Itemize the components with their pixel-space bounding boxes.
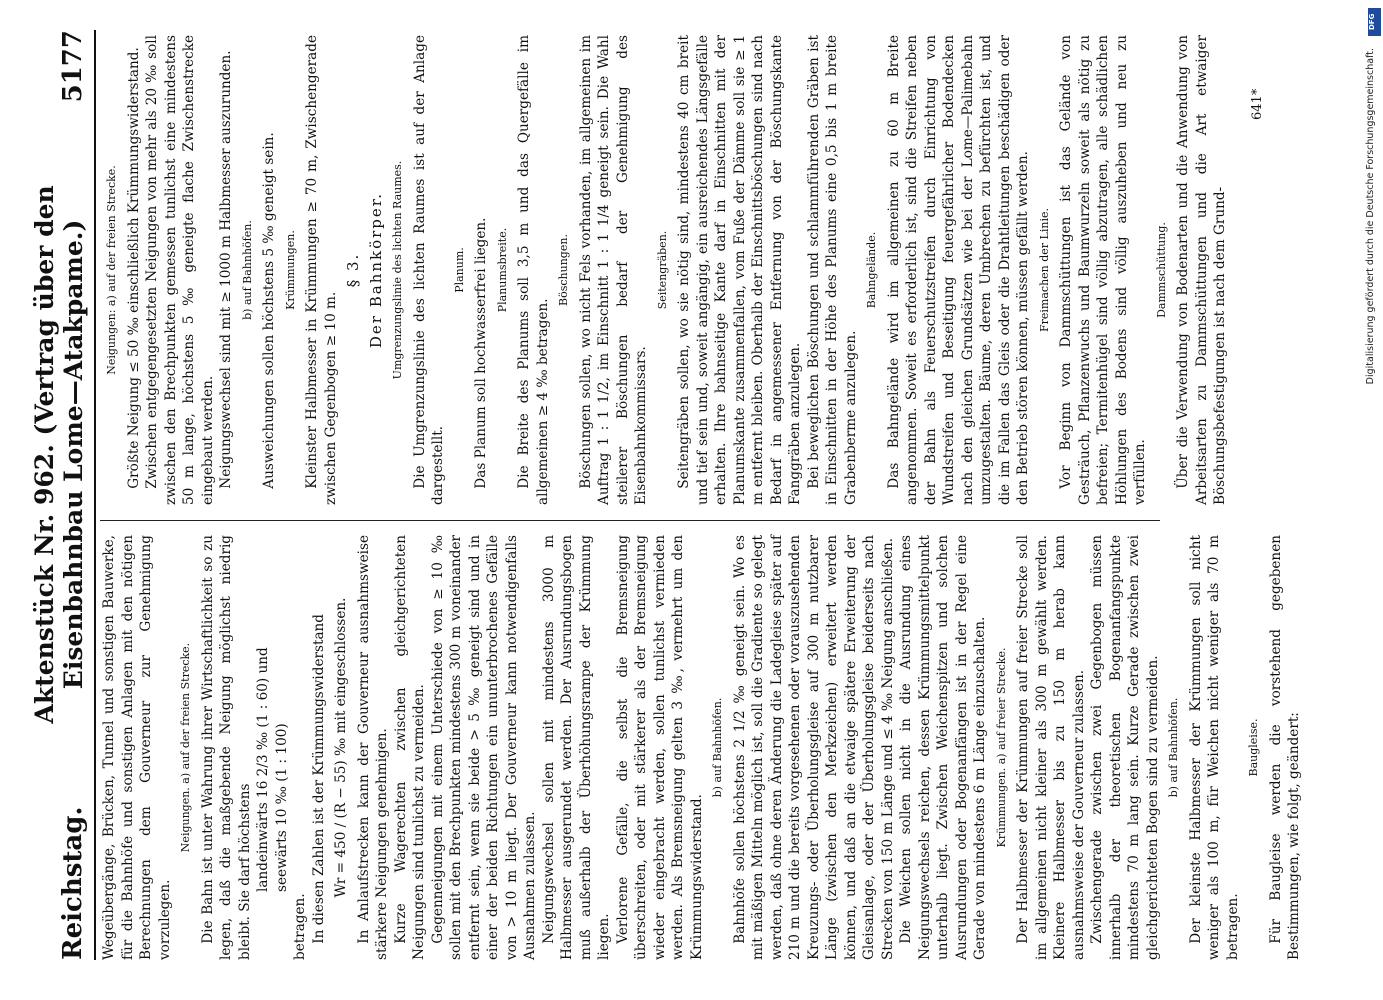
column-rule	[100, 520, 1160, 521]
paragraph: Der kleinste Halbmesser der Krümmungen soll nicht weniger als 100 m, für Weichen nicht weniger als 70 m betragen.	[1187, 535, 1241, 960]
paragraph: Neigungswechsel sind mit ≥ 1000 m Halbmesser auszurunden.	[218, 50, 234, 489]
paragraph: Größte Neigung ≤ 50 ‰ einschließlich Krümmungswiderstand.	[125, 47, 142, 489]
paragraph: Bei beweglichen Böschungen und schlammführenden Gräben ist in Einschnitten in der Höhe des Planums eine 0,5 bis 1 m breite Grabenberme anzulegen.	[805, 35, 859, 505]
page-number: 5177	[58, 30, 88, 103]
section-subheading: Planumsbreite.	[495, 227, 509, 313]
paragraph: Die Breite des Planums soll 3,5 m und das Quergefälle im allgemeinen ≥ 4 ‰ betragen.	[516, 35, 551, 505]
paragraph: Das Planum soll hochwasserfrei liegen.	[473, 217, 489, 489]
paragraph: Böschungen sollen, wo nicht Fels vorhanden, im allgemeinen im Auftrag 1 : 1 1/2, im Einschnitt 1 : 1 1/4 geneigt sein. Die Wahl steilerer Böschungen bedarf der Genehmigung des Eisenbahnkommissars.	[577, 35, 649, 505]
section-subheading: Bahngelände.	[865, 231, 878, 309]
section-subheading: Krümmungen.	[283, 230, 297, 310]
paragraph: Für Baugleise werden die vorstehend gegebenen Bestimmungen, wie folgt, geändert:	[1267, 535, 1302, 960]
section-heading: Der Bahnkörper.	[366, 191, 385, 349]
section-subheading: Seitengräben.	[655, 230, 669, 310]
page-mark: 641*	[1250, 88, 1265, 120]
section-subheading: Neigungen: a) auf der freien Strecke.	[105, 165, 118, 375]
section-subheading: Krümmungen. a) auf freier Strecke.	[994, 647, 1008, 848]
paragraph: Vor Beginn von Dammschüttungen ist das Gelände von Gesträuch, Pflanzenwuchs und Baumwurzeln soweit als nötig zu befreien; Termitenhügel sind völlig abzutragen, alle schädlichen Höhlungen des Bodens sind völlig auszuheben und neu zu verfüllen.	[1058, 35, 1148, 505]
formula-line: landeinwärts 16 2/3 ‰ (1 : 60) und	[255, 647, 271, 892]
section-subheading: Baugleise.	[1247, 718, 1260, 777]
section-subheading: b) auf Bahnhöfen.	[240, 220, 254, 320]
paragraph: betragen.	[292, 893, 308, 960]
paragraph: Wegeübergänge, Brücken, Tunnel und sonstigen Bauwerke, für die Bahnhöfe und sonstigen Anlagen mit den nötigen Berechnungen dem Gouverneur zur Genehmigung vorzulegen.	[101, 535, 173, 960]
paragraph: Ausweichungen sollen höchstens 5 ‰ geneigt sein.	[261, 132, 277, 489]
digitization-credit: Digitalisierung gefördert durch die Deutsche Forschungsgemeinschaft.	[1365, 48, 1376, 385]
page-header	[30, 30, 96, 960]
section-subheading: Planum.	[452, 247, 466, 293]
section-subheading: Freimachen der Linie.	[1037, 208, 1051, 332]
section-subheading: b) auf Bahnhöfen.	[1167, 697, 1180, 798]
left-column	[100, 535, 1304, 960]
paragraph: In diesen Zahlen ist der Krümmungswiderstand	[310, 613, 327, 944]
dfg-logo: DFG	[1368, 8, 1381, 36]
paragraph: Bahnhöfe sollen höchstens 2 1/2 ‰ geneigt sein. Wo es mit mäßigen Mitteln möglich ist, soll die Gradiente so gelegt werden, daß ohne deren Änderung die Ladegleise später auf 210 m und die bereits vorgesehenen oder vorauszusehenden Kreuzungs- oder Überholungsgleise auf 300 m nutzbarer Länge (zwischen den Merkzeichen) erweitert werden können, und daß an die etwaige spätere Erweiterung der Gleisanlage, oder der Überholungsgleise beiderseits nach Strecken von 150 m Länge und ≤ 4 ‰ Neigung anschließen.	[731, 535, 896, 960]
paragraph: Die Umgrenzungslinie des lichten Raumes ist auf der Anlage dargestellt.	[411, 35, 446, 505]
paragraph: Zwischengerade zwischen zwei Gegenbogen müssen innerhalb der theoretischen Bogenanfangspunkte mindestens 70 m lang sein. Kurze Gerade zwischen zwei gleichgerichteten Bogen sind zu vermeiden.	[1089, 535, 1161, 960]
section-subheading: Neigungen. a) auf der freien Strecke.	[179, 642, 192, 853]
paragraph: Die Weichen sollen nicht in die Ausrundung eines Neigungswechsels reichen, dessen Krümmungsmittelpunkt unterhalb liegt. Zwischen Weichenspitzen und solchen Ausrundungen oder Bogenanfängen ist in der Regel eine Gerade von mindestens 6 m Länge einzuschalten.	[898, 535, 988, 960]
paragraph: In Anlaufstrecken kann der Gouverneur ausnahmsweise stärkere Neigungen genehmigen.	[355, 535, 390, 960]
section-subheading: b) auf Bahnhöfen.	[711, 697, 724, 798]
paragraph: Neigungswechsel sollen mit mindestens 3000 m Halbmesser ausgerundet werden. Der Ausrundungsbogen muß außerhalb der Überhöhungsrampe der Krümmung liegen.	[540, 535, 612, 960]
paragraph: Gegenneigungen mit einem Unterschiede von ≥ 10 ‰ sollen mit den Brechpunkten mindestens 300 m voneinander entfernt sein, wenn sie beide > 5 ‰ geneigt sind und in einer der beiden Richtungen ein ununterbrochenes Gefälle von > 10 m liegt. Der Gouverneur kann notwendigenfalls Ausnahmen zulassen.	[429, 535, 538, 960]
paragraph: Verlorene Gefälle, die selbst die Bremsneigung überschreiten, oder mit stärkerer als der Bremsneigung wieder eingebracht werden, sollen tunlichst vermieden werden. Als Bremsneigung gelten 3 ‰, vermehrt um den Krümmungswiderstand.	[614, 535, 705, 960]
header-title: Aktenstück Nr. 962. (Vertrag über den Eisenbahnbau Lome—Atakpame.)	[30, 185, 88, 724]
formula-line: seewärts 10 ‰ (1 : 100)	[273, 723, 290, 892]
paragraph: Kurze Wagerechten zwischen gleichgerichteten Neigungen sind tunlichst zu vermeiden.	[392, 535, 427, 960]
paragraph: Der Halbmesser der Krümmungen auf freier Strecke soll im allgemeinen nicht kleiner als 300 m gewählt werden. Kleinere Halbmesser bis zu 150 m herab kann ausnahmsweise der Gouverneur zulassen.	[1015, 535, 1087, 960]
header-left: Reichstag.	[58, 806, 88, 960]
section-subheading: Umgrenzungslinie des lichten Raumes.	[391, 160, 404, 380]
paragraph: Kleinster Halbmesser in Krümmungen ≥ 70 m, Zwischengerade zwischen Gegenbogen ≥ 10 m.	[304, 35, 339, 505]
formula: Wr = 450 / (R − 55) ‰ mit eingeschlossen.	[333, 597, 349, 898]
paragraph-number: § 3.	[344, 252, 362, 288]
paragraph: Das Bahngelände wird im allgemeinen zu 60 m Breite angenommen. Soweit es erforderlich ist, sind die Streifen neben der Bahn als Feuerschutzstreifen durch Einrichtung von Wundstreifen und Beseitigung feuergefährlicher Bodendecken nach den gleichen Grundsätzen wie bei der Lome—Palimebahn umzugestalten. Bäume, deren Umbrechen zu befürchten ist, und die im Fallen das Gleis oder die Drahtleitungen beschädigen oder den Betrieb stören können, müssen gefällt werden.	[885, 35, 1031, 505]
section-subheading: Dammschüttung.	[1154, 222, 1168, 318]
paragraph: Die Bahn ist unter Wahrung ihrer Wirtschaftlichkeit so zu legen, daß die maßgebende Neigung möglichst niedrig bleibt. Sie darf höchstens	[199, 535, 253, 960]
section-subheading: Böschungen.	[557, 234, 570, 306]
paragraph: Über die Verwendung von Bodenarten und die Anwendung von Arbeitsarten zu Dammschüttungen und die Art etwaiger Böschungsbefestigungen ist nach dem Grund-	[1175, 35, 1228, 505]
right-column	[100, 35, 1230, 505]
paragraph: Seitengräben sollen, wo sie nötig sind, mindestens 40 cm breit und tief sein und, soweit angängig, ein ausreichendes Längsgefälle erhalten. Ihre bahnseitige Kante darf in Einschnitten mit der Planumskante zusammenfallen, vom Fuße der Dämme soll sie ≥ 1 m entfernt bleiben. Oberhalb der Einschnittsböschungen sind nach Bedarf in angemessener Entfernung von der Böschungskante Fanggräben anzulegen.	[676, 35, 803, 505]
credit-sidebar	[1365, 8, 1381, 628]
paragraph: Zwischen entgegengesetzten Neigungen von mehr als 20 ‰ soll zwischen den Brechpunkten gemessen tunlichst eine mindestens 50 m lange, höchstens 5 ‰ geneigte flache Zwischenstrecke eingebaut werden.	[144, 35, 216, 505]
